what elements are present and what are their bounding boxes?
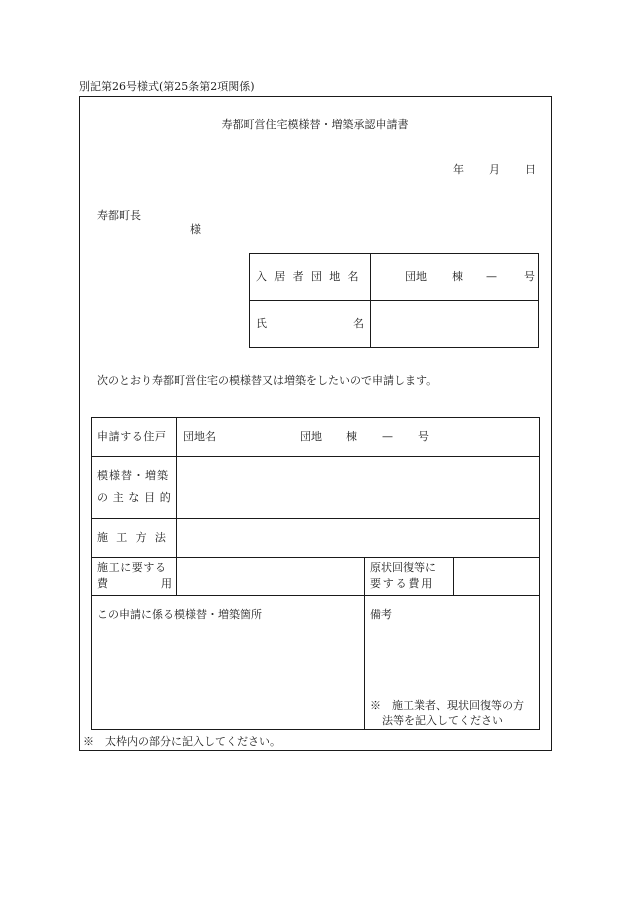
name-label-mei: 名 (353, 317, 364, 330)
application-statement: 次のとおり寿都町営住宅の模様替又は増築をしたいので申請します。 (97, 374, 438, 387)
row4-restore-line1: 原状回復等に (370, 561, 436, 574)
danchi-word: 団地 (405, 270, 427, 283)
gou-word: 号 (524, 270, 535, 283)
row-divider-4 (91, 595, 540, 596)
row5-location-label: この申請に係る模様替・増築箇所 (97, 608, 262, 621)
row2-label-line2: の主な目的 (97, 491, 176, 504)
middle-col-divider (364, 557, 365, 730)
row4-restore-line2: 要する費用 (370, 577, 434, 590)
footer-note: ※ 太枠内の部分に記入してください。 (83, 735, 281, 748)
cost-col-divider (453, 557, 454, 595)
row4-label-hi: 費 (97, 577, 108, 590)
label-col-divider (176, 417, 177, 595)
date-day: 日 (525, 163, 536, 176)
row1-danchi-name: 団地名 (183, 430, 216, 443)
addressee-name: 寿都町長 (97, 209, 141, 222)
row-divider-3 (91, 557, 540, 558)
row-divider-1 (91, 456, 540, 457)
row5-remarks-label: 備考 (370, 608, 392, 621)
applicant-col-divider (370, 253, 371, 348)
row5-note-line1: ※ 施工業者、現状回復等の方 (370, 699, 524, 712)
row1-label: 申請する住戸 (97, 430, 167, 443)
form-number-note: 別記第26号様式(第25条第2項関係) (79, 80, 255, 93)
row1-danchi: 団地 (300, 430, 322, 443)
danchi-label: 入居者団地名 (256, 270, 366, 283)
addressee-honorific: 様 (190, 223, 201, 236)
date-year: 年 (453, 163, 464, 176)
name-label-shi: 氏 (256, 317, 267, 330)
applicant-divider (249, 300, 539, 301)
row1-gou: 号 (418, 430, 429, 443)
row2-label-line1: 模様替・増築 (97, 469, 169, 482)
row1-tou: 棟 (346, 430, 357, 443)
row1-dash: — (382, 430, 393, 443)
row-divider-2 (91, 518, 540, 519)
date-month: 月 (489, 163, 500, 176)
row3-label: 施工方法 (97, 531, 175, 544)
row4-label-you: 用 (161, 577, 172, 590)
form-title: 寿都町営住宅模様替・増築承認申請書 (221, 118, 409, 131)
row4-label-line1: 施工に要する (97, 561, 167, 574)
dash-mark: — (486, 270, 497, 283)
tou-word: 棟 (452, 270, 463, 283)
row5-note-line2: 法等を記入してください (382, 714, 503, 727)
